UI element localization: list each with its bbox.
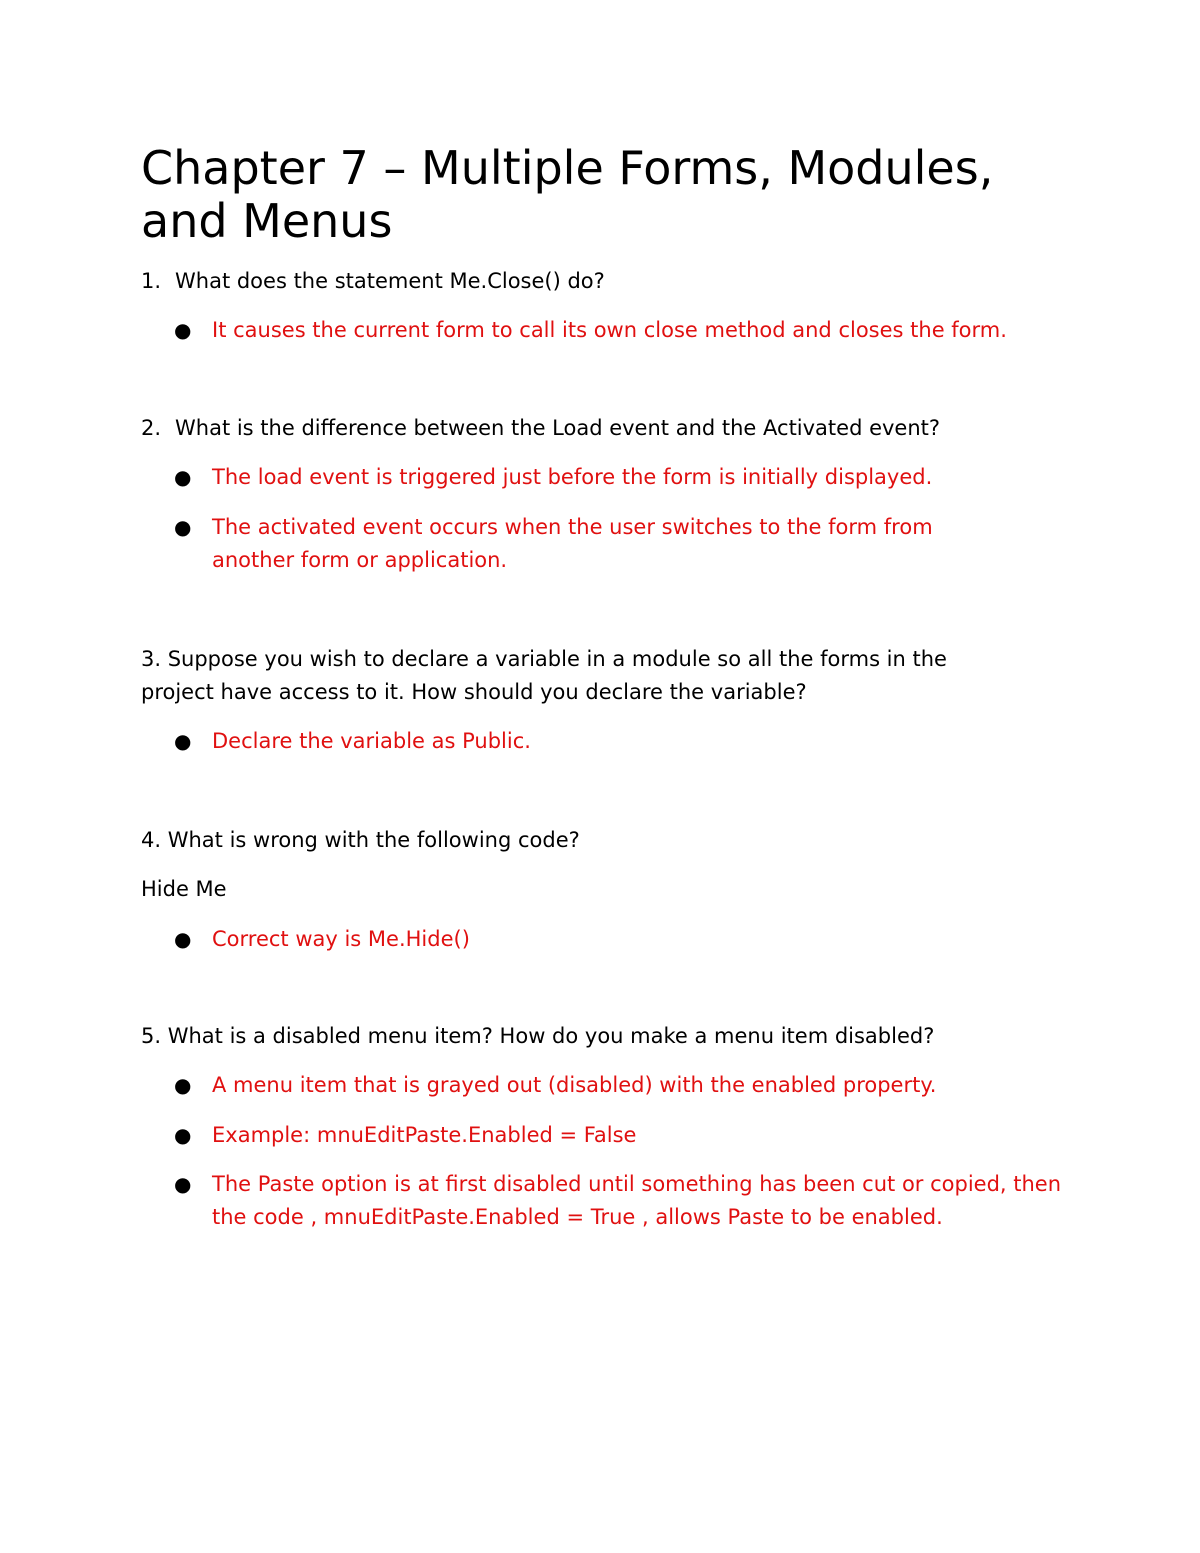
bullet-icon: ●: [174, 1172, 192, 1196]
answer-item: [174, 511, 974, 577]
bullet-icon: ●: [174, 515, 192, 539]
page-title: Chapter 7 – Multiple Forms, Modules, and Menus: [141, 141, 994, 248]
question-number: 1.: [141, 269, 162, 293]
answer-text: It causes the current form to call its own close method and closes the form.: [212, 318, 1007, 342]
bullet-icon: ●: [174, 318, 192, 342]
answer-item: [174, 923, 1074, 956]
answer-text: The Paste option is at first disabled until something has been cut or copied, then the code , mnuEditPaste.Enabled = True , allows Paste to be enabled.: [212, 1172, 1062, 1229]
question-3: 3. Suppose you wish to declare a variable in a module so all the forms in the project have access to it. How should you declare the variable?: [141, 647, 947, 704]
answer-text: Declare the variable as Public.: [212, 729, 531, 753]
question-number: 2.: [141, 416, 162, 440]
question-4: 4. What is wrong with the following code?: [141, 828, 580, 852]
question-text: What is the difference between the Load event and the Activated event?: [175, 416, 941, 440]
question-text: What does the statement Me.Close() do?: [175, 269, 605, 293]
question-1: [141, 265, 605, 298]
answer-item: [174, 1168, 1064, 1234]
bullet-icon: ●: [174, 465, 192, 489]
answer-text: The load event is triggered just before the form is initially displayed.: [212, 465, 933, 489]
answer-text: A menu item that is grayed out (disabled) with the enabled property.: [212, 1073, 937, 1097]
answer-text: Correct way is Me.Hide(): [212, 927, 470, 951]
bullet-icon: ●: [174, 1123, 192, 1147]
answer-item: [174, 725, 1074, 758]
answer-item: [174, 1119, 1074, 1152]
answer-item: [174, 1069, 1074, 1102]
bullet-icon: ●: [174, 729, 192, 753]
bullet-icon: ●: [174, 927, 192, 951]
question-5: 5. What is a disabled menu item? How do you make a menu item disabled?: [141, 1024, 935, 1048]
answer-item: [174, 314, 1074, 347]
answer-text: The activated event occurs when the user switches to the form from another form or application.: [212, 515, 933, 572]
code-line: Hide Me: [141, 877, 227, 901]
answer-text: Example: mnuEditPaste.Enabled = False: [212, 1123, 637, 1147]
bullet-icon: ●: [174, 1073, 192, 1097]
question-2: [141, 412, 940, 445]
answer-item: [174, 461, 1074, 494]
